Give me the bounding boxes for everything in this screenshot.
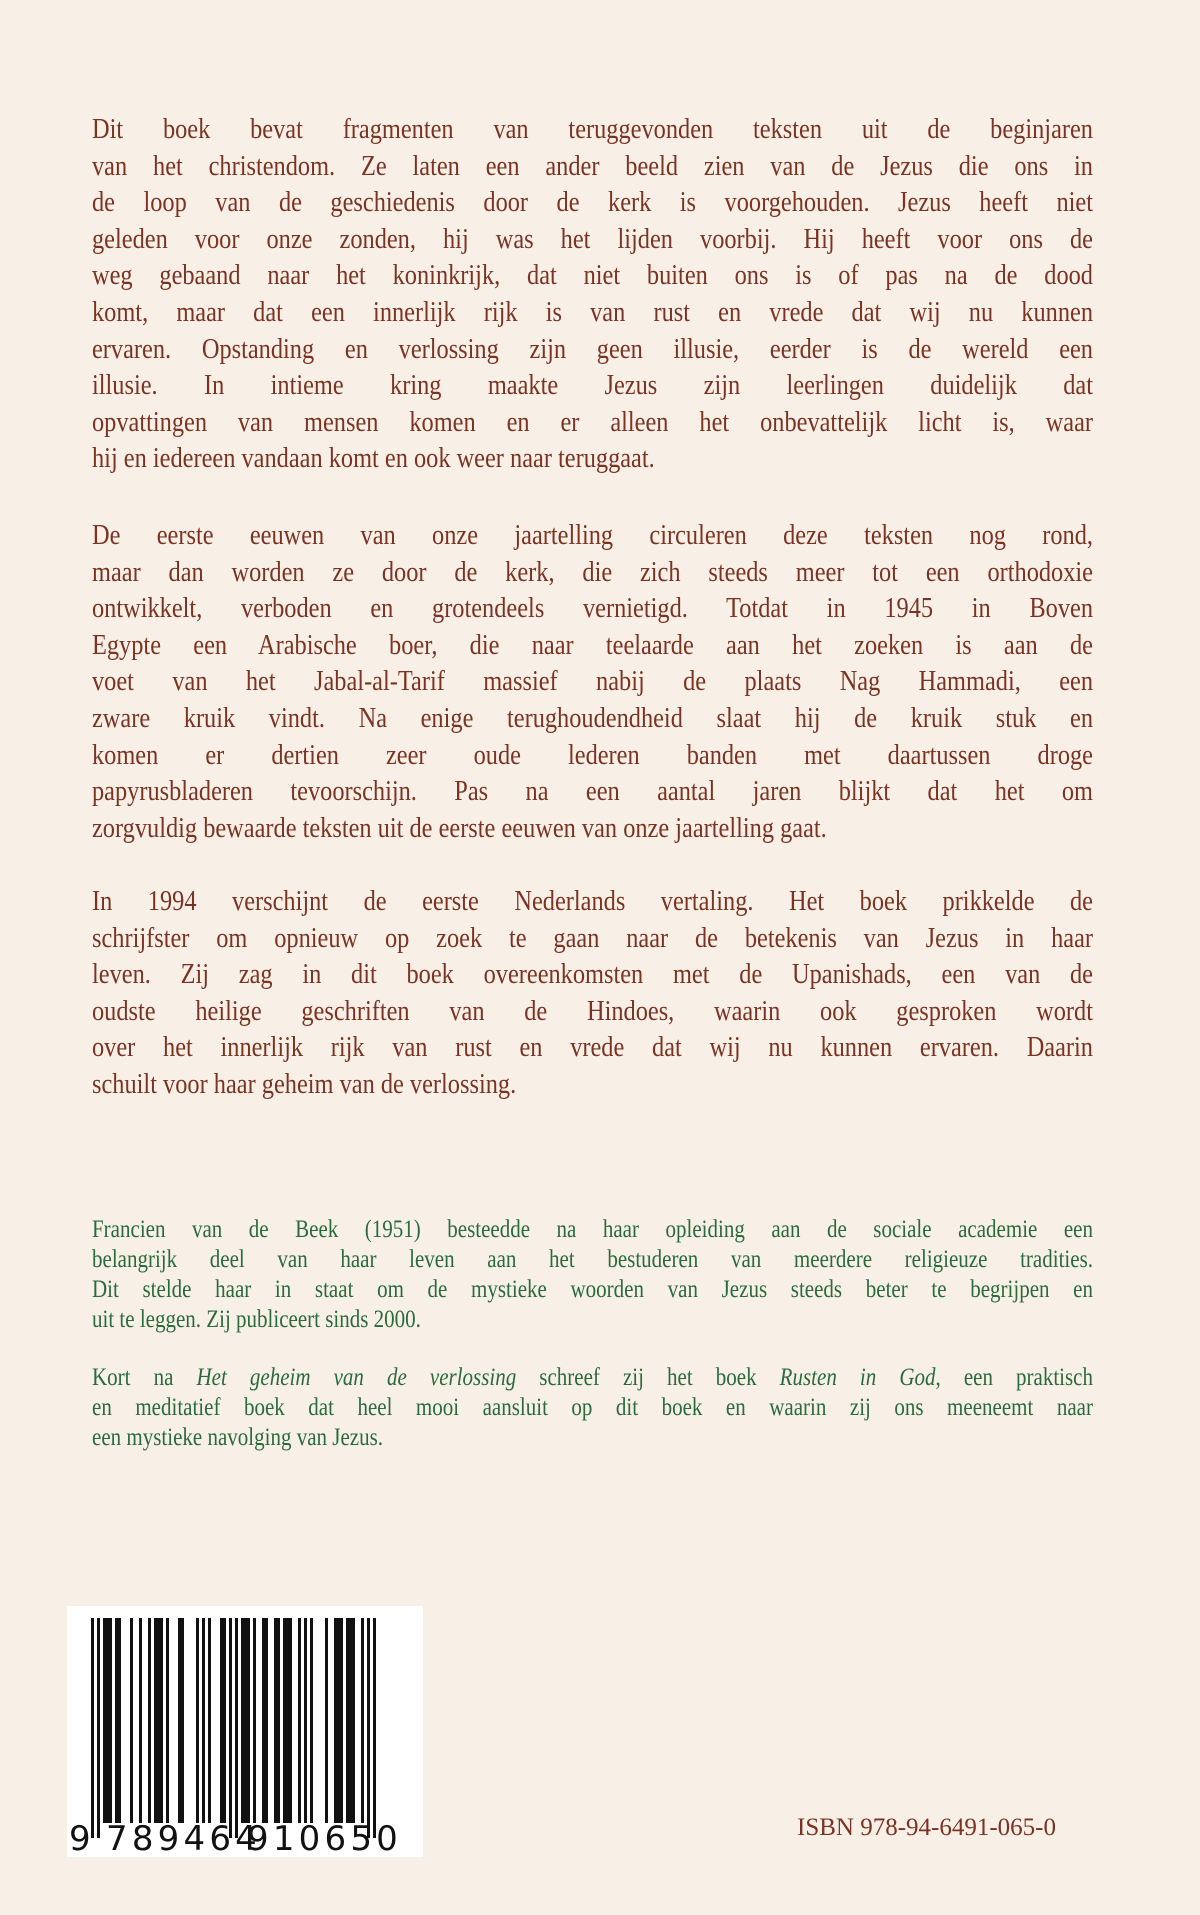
text-line bbox=[92, 737, 1093, 773]
text-line-content: schrijfster om opnieuw op zoek te gaan naar de betekenis van Jezus in haar bbox=[92, 921, 1094, 954]
barcode-bar bbox=[361, 1618, 364, 1823]
barcode-guard-bar bbox=[229, 1618, 232, 1838]
text-line-content: ontwikkelt, verboden en grotendeels vernietigd. Totdat in 1945 in Boven bbox=[92, 592, 1094, 625]
text-line-content: papyrusbladeren tevoorschijn. Pas na een aantal jaren blijkt dat het om bbox=[92, 775, 1094, 808]
text-line-content: van het christendom. Ze laten een ander beeld zien van de Jezus die ons in bbox=[92, 149, 1093, 182]
text-line-content: In 1994 verschijnt de eerste Nederlands vertaling. Het boek prikkelde de bbox=[92, 885, 1094, 917]
text-line-content: voet van het Jabal-al-Tarif massief nabij de plaats Nag Hammadi, een bbox=[92, 665, 1094, 698]
barcode-bar bbox=[253, 1618, 256, 1823]
text-line bbox=[92, 1305, 421, 1335]
text-run: Dit stelde haar in staat om de mystieke woorden van Jezus steeds beter te begrijpen en bbox=[92, 1276, 1094, 1303]
barcode-guard-bar bbox=[235, 1618, 238, 1838]
text-line bbox=[92, 257, 1093, 293]
text-line bbox=[92, 1215, 1093, 1245]
text-line bbox=[92, 590, 1093, 626]
text-line bbox=[92, 517, 1093, 553]
text-line bbox=[92, 1066, 516, 1102]
text-line-content: leven. Zij zag in dit boek overeenkomsten met de Upanishads, een van de bbox=[92, 958, 1094, 991]
text-run: en meditatief boek dat heel mooi aansluit op dit boek en waarin zij ons meeneemt naar bbox=[92, 1394, 1093, 1421]
text-line-content: komt, maar dat een innerlijk rijk is van rust en vrede dat wij nu kunnen bbox=[92, 296, 1094, 328]
barcode-guard-bar bbox=[91, 1618, 94, 1838]
text-line bbox=[92, 627, 1093, 663]
text-line-content: zware kruik vindt. Na enige terughoudendheid slaat hij de kruik stuk en bbox=[92, 702, 1094, 734]
barcode-first-digit: 9 bbox=[69, 1819, 95, 1857]
text-line bbox=[92, 1423, 383, 1453]
barcode-graphic bbox=[67, 1606, 423, 1857]
text-line bbox=[92, 404, 1093, 440]
barcode-bar bbox=[139, 1618, 142, 1823]
text-run: belangrijk deel van haar leven aan het bestuderen van meerdere religieuze tradities. bbox=[92, 1246, 1093, 1273]
text-line bbox=[92, 1029, 1093, 1065]
barcode-bar bbox=[262, 1618, 268, 1823]
barcode-guard-bar bbox=[367, 1618, 370, 1838]
text-line bbox=[92, 367, 1093, 403]
barcode-bar bbox=[130, 1618, 133, 1823]
barcode-bar bbox=[304, 1618, 307, 1823]
text-run: schreef zij het boek bbox=[516, 1364, 780, 1391]
text-line-content: komen er dertien zeer oude lederen banden met daartussen droge bbox=[92, 738, 1094, 771]
barcode-bar bbox=[346, 1618, 355, 1823]
barcode-guard-bar bbox=[373, 1618, 376, 1838]
text-line-content: opvattingen van mensen komen en er alleen het onbevattelijk licht is, waar bbox=[92, 405, 1093, 438]
isbn-label: ISBN 978-94-6491-065-0 bbox=[797, 1814, 1057, 1841]
text-line-content: weg gebaand naar het koninkrijk, dat niet buiten ons is of pas na de dood bbox=[92, 259, 1093, 292]
barcode-bar bbox=[166, 1618, 169, 1823]
text-run: een mystieke navolging van Jezus. bbox=[92, 1424, 384, 1451]
barcode-bar bbox=[334, 1618, 343, 1823]
barcode-bar bbox=[241, 1618, 250, 1823]
text-line bbox=[92, 1393, 1093, 1423]
text-line bbox=[92, 920, 1093, 956]
text-run: Francien van de Beek (1951) besteedde na haar opleiding aan de sociale academie een bbox=[92, 1216, 1094, 1243]
barcode-bar bbox=[208, 1618, 211, 1823]
barcode-bar bbox=[202, 1618, 205, 1823]
text-line bbox=[92, 184, 1093, 220]
barcode-bar bbox=[196, 1618, 199, 1823]
text-line-content bbox=[92, 1393, 1093, 1423]
barcode-bar bbox=[154, 1618, 163, 1823]
barcode-bar bbox=[310, 1618, 313, 1823]
text-line-content bbox=[92, 1363, 1093, 1393]
text-line-content: illusie. In intieme kring maakte Jezus zijn leerlingen duidelijk dat bbox=[92, 369, 1094, 402]
barcode-bar bbox=[325, 1618, 328, 1823]
text-line bbox=[92, 663, 1093, 699]
text-line-content: oudste heilige geschriften van de Hindoes, waarin ook gesproken wordt bbox=[92, 994, 1094, 1027]
text-line-content bbox=[92, 1305, 421, 1335]
text-line-content: schuilt voor haar geheim van de verlossing. bbox=[92, 1068, 517, 1100]
text-line bbox=[92, 810, 827, 846]
text-line bbox=[92, 773, 1093, 809]
barcode-bar bbox=[298, 1618, 301, 1823]
barcode-guard-bar bbox=[97, 1618, 100, 1838]
text-line bbox=[92, 221, 1093, 257]
text-line bbox=[92, 883, 1093, 919]
text-line bbox=[92, 1275, 1093, 1305]
text-line-content: de loop van de geschiedenis door de kerk is voorgehouden. Jezus heeft niet bbox=[92, 186, 1093, 219]
text-line-content: geleden voor onze zonden, hij was het lijden voorbij. Hij heeft voor ons de bbox=[92, 222, 1094, 255]
text-line-content: ervaren. Opstanding en verlossing zijn geen illusie, eerder is de wereld een bbox=[92, 332, 1094, 365]
text-line-content: zorgvuldig bewaarde teksten uit de eerste eeuwen van onze jaartelling gaat. bbox=[92, 811, 827, 844]
text-line-content: Egypte een Arabische boer, die naar teelaarde aan het zoeken is aan de bbox=[92, 628, 1094, 661]
text-line bbox=[92, 111, 1093, 147]
barcode-bar bbox=[274, 1618, 280, 1823]
text-run: , een praktisch bbox=[935, 1364, 1094, 1391]
text-line-content: over het innerlijk rijk van rust en vrede dat wij nu kunnen ervaren. Daarin bbox=[92, 1031, 1093, 1064]
barcode-bar bbox=[178, 1618, 184, 1823]
text-line-content: Dit boek bevat fragmenten van teruggevonden teksten uit de beginjaren bbox=[92, 113, 1093, 145]
book-title: Het geheim van de verlossing bbox=[196, 1364, 517, 1391]
barcode-bar bbox=[283, 1618, 292, 1823]
text-line-content: De eerste eeuwen van onze jaartelling circuleren deze teksten nog rond, bbox=[92, 519, 1093, 551]
text-line bbox=[92, 993, 1093, 1029]
text-line bbox=[92, 440, 655, 476]
text-line-content bbox=[92, 1423, 383, 1453]
barcode-bar bbox=[103, 1618, 112, 1823]
text-line-content: maar dan worden ze door de kerk, die zich steeds meer tot een orthodoxie bbox=[92, 555, 1093, 588]
text-run: uit te leggen. Zij publiceert sinds 2000. bbox=[92, 1306, 421, 1333]
text-line bbox=[92, 956, 1093, 992]
text-line bbox=[92, 148, 1093, 184]
text-line bbox=[92, 331, 1093, 367]
text-line-content: hij en iedereen vandaan komt en ook weer naar teruggaat. bbox=[92, 442, 655, 475]
text-line-content bbox=[92, 1245, 1093, 1275]
text-line-content bbox=[92, 1275, 1093, 1305]
barcode-right-digits: 910650 bbox=[247, 1819, 402, 1857]
text-line bbox=[92, 1363, 1093, 1393]
text-line bbox=[92, 554, 1093, 590]
text-run: Kort na bbox=[92, 1364, 197, 1391]
barcode-bar bbox=[148, 1618, 151, 1823]
book-title: Rusten in God bbox=[779, 1364, 936, 1391]
text-line bbox=[92, 294, 1093, 330]
text-line-content bbox=[92, 1215, 1093, 1245]
text-line bbox=[92, 1245, 1093, 1275]
barcode-bar bbox=[220, 1618, 226, 1823]
barcode-left-digits: 789464 bbox=[106, 1819, 261, 1857]
text-line bbox=[92, 700, 1093, 736]
barcode-bar bbox=[115, 1618, 121, 1823]
isbn-barcode bbox=[67, 1606, 423, 1857]
